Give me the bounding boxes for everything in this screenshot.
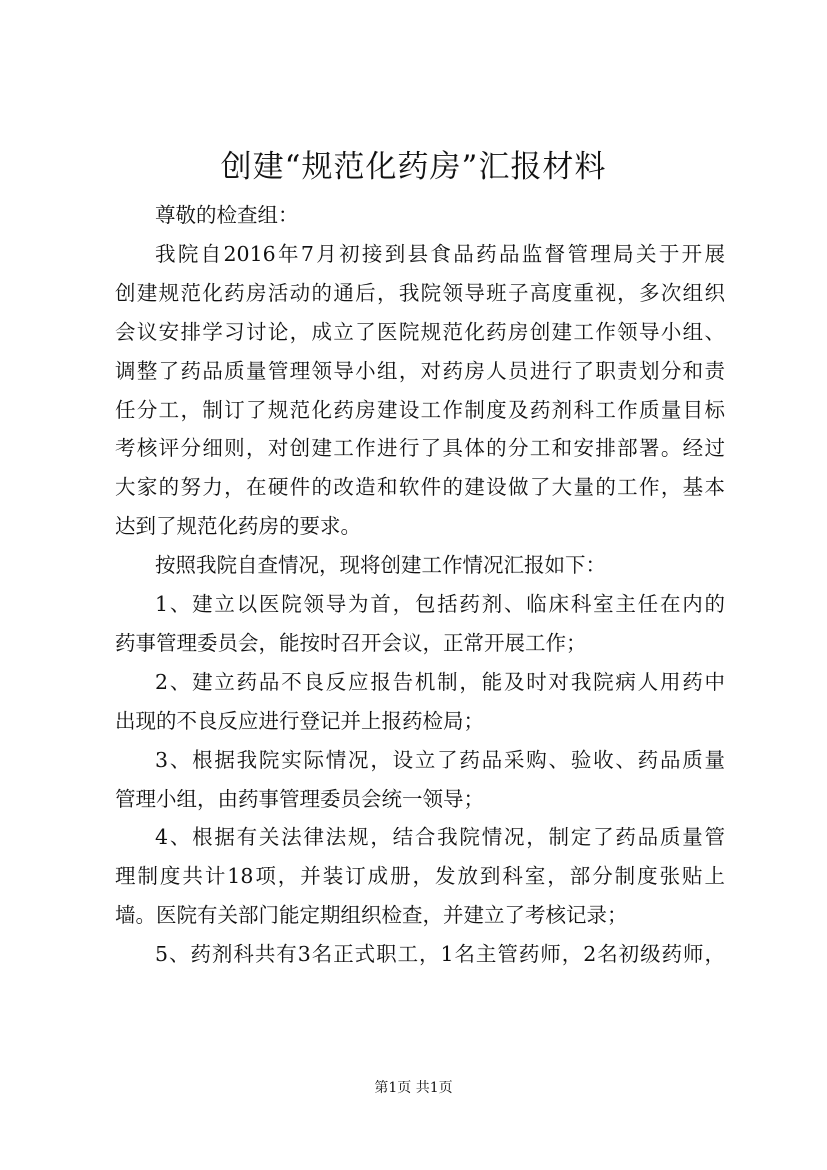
paragraph-line: 创建规范化药房活动的通后，我院领导班子高度重视，多次组织 xyxy=(115,280,725,305)
paragraph-first-line: 2、建立药品不良反应报告机制，能及时对我院病人用药中 xyxy=(155,669,725,694)
paragraph-first-line: 1、建立以医院领导为首，包括药剂、临床科室主任在内的 xyxy=(155,592,725,616)
paragraph-first-line: 我院自2016年7月初接到县食品药品监督管理局关于开展 xyxy=(155,241,725,266)
paragraph-line: 考核评分细则，对创建工作进行了具体的分工和安排部署。经过 xyxy=(115,436,725,461)
paragraph-line: 大家的努力，在硬件的改造和软件的建设做了大量的工作，基本 xyxy=(115,475,725,500)
paragraph-first-line: 3、根据我院实际情况，设立了药品采购、验收、药品质量 xyxy=(155,747,725,772)
paragraph-line: 调整了药品质量管理领导小组，对药房人员进行了职责划分和责 xyxy=(115,358,725,383)
paragraph-line: 任分工，制订了规范化药房建设工作制度及药剂科工作质量目标 xyxy=(115,397,725,422)
paragraph-first-line: 4、根据有关法律法规，结合我院情况，制定了药品质量管 xyxy=(155,825,725,850)
page-footer: 第1页 共1页 xyxy=(374,1080,453,1096)
paragraph-first-line: 尊敬的检查组： xyxy=(155,203,299,227)
paragraph-first-line: 5、药剂科共有3名正式职工，1名主管药师，2名初级药师， xyxy=(155,942,725,967)
paragraph-first-line: 按照我院自查情况，现将创建工作情况汇报如下： xyxy=(155,553,606,578)
document-title: 创建“规范化药房”汇报材料 xyxy=(220,149,607,185)
paragraph-line: 药事管理委员会，能按时召开会议，正常开展工作； xyxy=(115,630,587,655)
paragraph-line: 出现的不良反应进行登记并上报药检局； xyxy=(115,708,484,733)
paragraph-line: 达到了规范化药房的要求。 xyxy=(115,514,361,539)
paragraph-line: 会议安排学习讨论，成立了医院规范化药房创建工作领导小组、 xyxy=(115,319,725,344)
paragraph-line: 管理小组，由药事管理委员会统一领导； xyxy=(115,786,484,811)
paragraph-line: 墙。医院有关部门能定期组织检查，并建立了考核记录； xyxy=(115,903,628,928)
paragraph-line: 理制度共计18项，并装订成册，发放到科室，部分制度张贴上 xyxy=(115,864,725,889)
